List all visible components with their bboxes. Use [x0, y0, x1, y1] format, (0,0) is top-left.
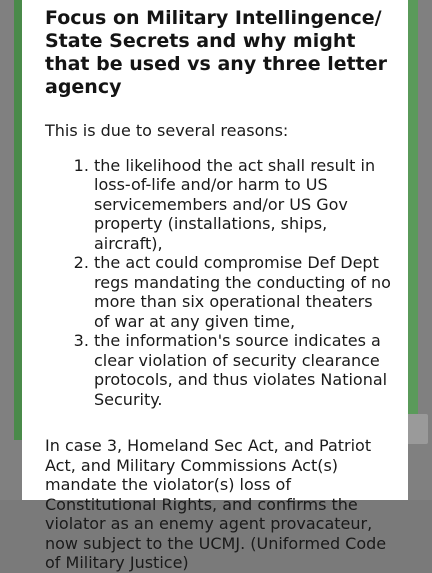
reasons-list — [45, 156, 392, 410]
background-accent-left — [14, 0, 22, 440]
reason-item-2: 2. the act could compromise Def Dept regs mandating the conducting of no more than six operational theaters of war at any given time, — [94, 253, 392, 331]
dialog-closing-paragraph: In case 3, Homeland Sec Act, and Patriot Act, and Military Commissions Act(s) mandate the violator(s) loss of Constitutional Rights, and confirms the violator as an enemy agent provacateur, now subject to the UCMJ. (Uniformed Code of Military Justice) — [45, 436, 387, 572]
reason-item-3: 3. the information's source indicates a clear violation of security clearance protocols, and thus violates National Security. — [94, 331, 392, 409]
background-accent-right — [408, 0, 418, 440]
dialog-title: Focus on Military Intellingence/ State Secrets and why might that be used vs any three letter agency — [45, 7, 388, 98]
reason-item-1: 1. the likelihood the act shall result in loss-of-life and/or harm to US servicemembers and/or US Gov property (installations, ships, aircraft), — [94, 156, 392, 254]
info-dialog — [22, 0, 408, 572]
dialog-intro: This is due to several reasons: — [45, 121, 289, 140]
